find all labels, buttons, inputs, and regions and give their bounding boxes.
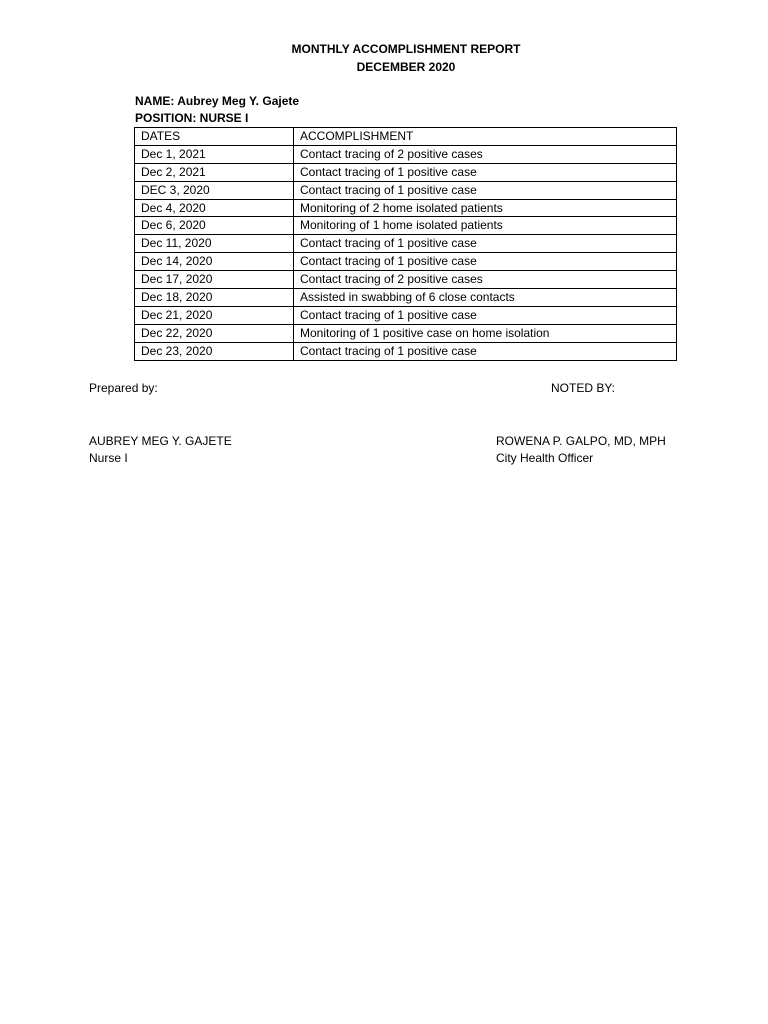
- report-period: DECEMBER 2020: [356, 60, 456, 74]
- date-cell: Dec 22, 2020: [135, 324, 294, 342]
- table-body: [135, 145, 677, 360]
- table-row: [135, 306, 677, 324]
- table-row: [135, 217, 677, 235]
- date-cell: Dec 17, 2020: [135, 271, 294, 289]
- date-cell: Dec 2, 2021: [135, 163, 294, 181]
- date-cell: Dec 18, 2020: [135, 289, 294, 307]
- table-row: [135, 163, 677, 181]
- accomplishment-cell: Contact tracing of 2 positive cases: [294, 145, 677, 163]
- date-cell: Dec 21, 2020: [135, 306, 294, 324]
- table-row: [135, 181, 677, 199]
- accomplishment-cell: Contact tracing of 1 positive case: [294, 163, 677, 181]
- table-row: [135, 289, 677, 307]
- accomplishment-cell: Monitoring of 1 home isolated patients: [294, 217, 677, 235]
- noter-position: City Health Officer: [496, 451, 594, 465]
- date-cell: Dec 14, 2020: [135, 253, 294, 271]
- accomplishment-cell: Contact tracing of 1 positive case: [294, 253, 677, 271]
- employee-name: NAME: Aubrey Meg Y. Gajete: [135, 94, 300, 108]
- accomplishment-cell: Contact tracing of 2 positive cases: [294, 271, 677, 289]
- prepared-by-label: Prepared by:: [89, 381, 158, 395]
- accomplishment-cell: Monitoring of 2 home isolated patients: [294, 199, 677, 217]
- accomplishment-cell: Assisted in swabbing of 6 close contacts: [294, 289, 677, 307]
- date-cell: Dec 4, 2020: [135, 199, 294, 217]
- table-row: [135, 324, 677, 342]
- table-row: [135, 271, 677, 289]
- noter-name: ROWENA P. GALPO, MD, MPH: [496, 434, 666, 448]
- preparer-name: AUBREY MEG Y. GAJETE: [89, 434, 232, 448]
- date-cell: DEC 3, 2020: [135, 181, 294, 199]
- report-title: MONTHLY ACCOMPLISHMENT REPORT: [291, 42, 521, 56]
- column-header-accomplishment: ACCOMPLISHMENT: [294, 128, 677, 146]
- accomplishment-cell: Contact tracing of 1 positive case: [294, 342, 677, 360]
- noted-by-label: NOTED BY:: [551, 381, 616, 395]
- accomplishment-cell: Contact tracing of 1 positive case: [294, 235, 677, 253]
- date-cell: Dec 1, 2021: [135, 145, 294, 163]
- date-cell: Dec 6, 2020: [135, 217, 294, 235]
- table-row: [135, 253, 677, 271]
- table-row: [135, 235, 677, 253]
- employee-position: POSITION: NURSE I: [135, 111, 249, 125]
- table-row: [135, 145, 677, 163]
- accomplishment-cell: Contact tracing of 1 positive case: [294, 306, 677, 324]
- table-row: [135, 342, 677, 360]
- preparer-position: Nurse I: [89, 451, 128, 465]
- date-cell: Dec 11, 2020: [135, 235, 294, 253]
- table-row: [135, 199, 677, 217]
- table-header-row: [135, 128, 677, 146]
- date-cell: Dec 23, 2020: [135, 342, 294, 360]
- accomplishment-cell: Contact tracing of 1 positive case: [294, 181, 677, 199]
- accomplishment-cell: Monitoring of 1 positive case on home isolation: [294, 324, 677, 342]
- accomplishment-table: [134, 127, 677, 361]
- column-header-dates: DATES: [135, 128, 294, 146]
